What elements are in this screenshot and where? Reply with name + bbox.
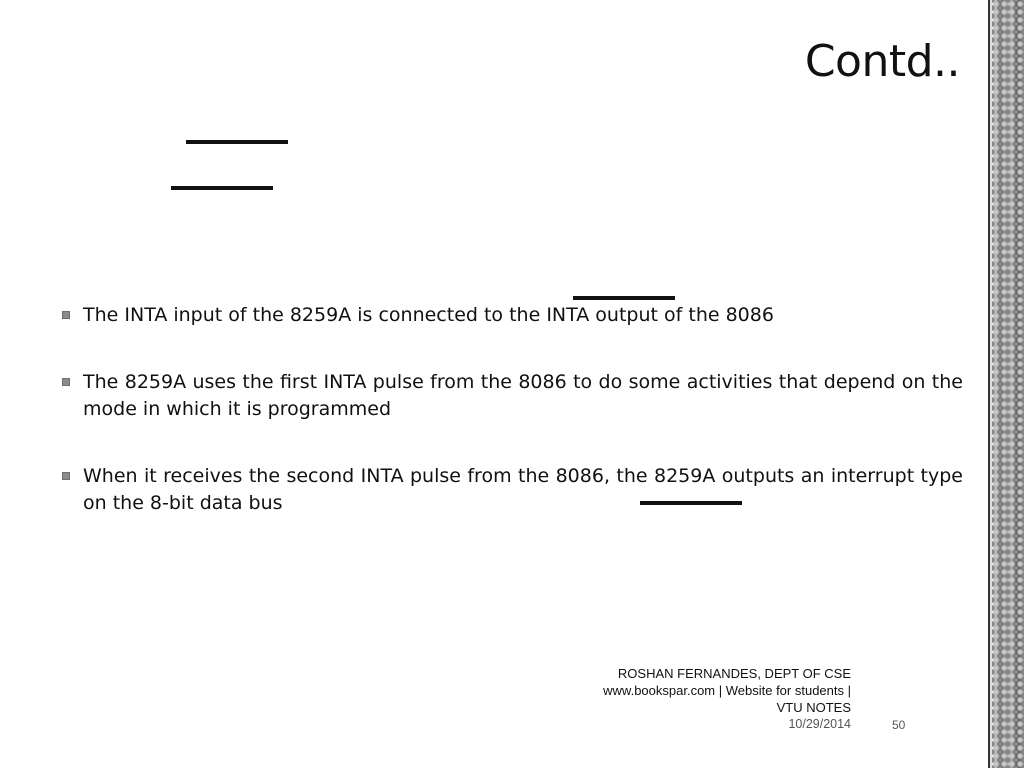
square-bullet-icon: [62, 472, 70, 480]
decorative-side-strip: [992, 0, 1024, 768]
bullet-list: [62, 302, 963, 557]
overline-bar: [171, 186, 273, 190]
page-number: 50: [892, 718, 906, 732]
overline-bar: [573, 296, 675, 300]
bullet-item: [62, 369, 963, 423]
footer-notes: VTU NOTES: [776, 700, 851, 715]
slide-footer: [540, 665, 851, 733]
bullet-item: [62, 302, 963, 329]
bullet-item: [62, 463, 963, 517]
bullet-text: The 8259A uses the first INTA pulse from the 8086 to do some activities that depend on the mode in which it is programmed: [83, 371, 963, 420]
footer-date: 10/29/2014: [788, 717, 851, 731]
footer-author: ROSHAN FERNANDES, DEPT OF CSE: [617, 666, 851, 681]
bullet-text: When it receives the second INTA pulse from the 8086, the 8259A outputs an interrupt type on the 8-bit data bus: [83, 465, 963, 514]
square-bullet-icon: [62, 311, 70, 319]
footer-website: www.bookspar.com | Website for students |: [603, 683, 851, 698]
bullet-text: The INTA input of the 8259A is connected to the INTA output of the 8086: [83, 304, 774, 326]
slide-title: Contd..: [804, 36, 960, 87]
square-bullet-icon: [62, 378, 70, 386]
overline-bar: [186, 140, 288, 144]
